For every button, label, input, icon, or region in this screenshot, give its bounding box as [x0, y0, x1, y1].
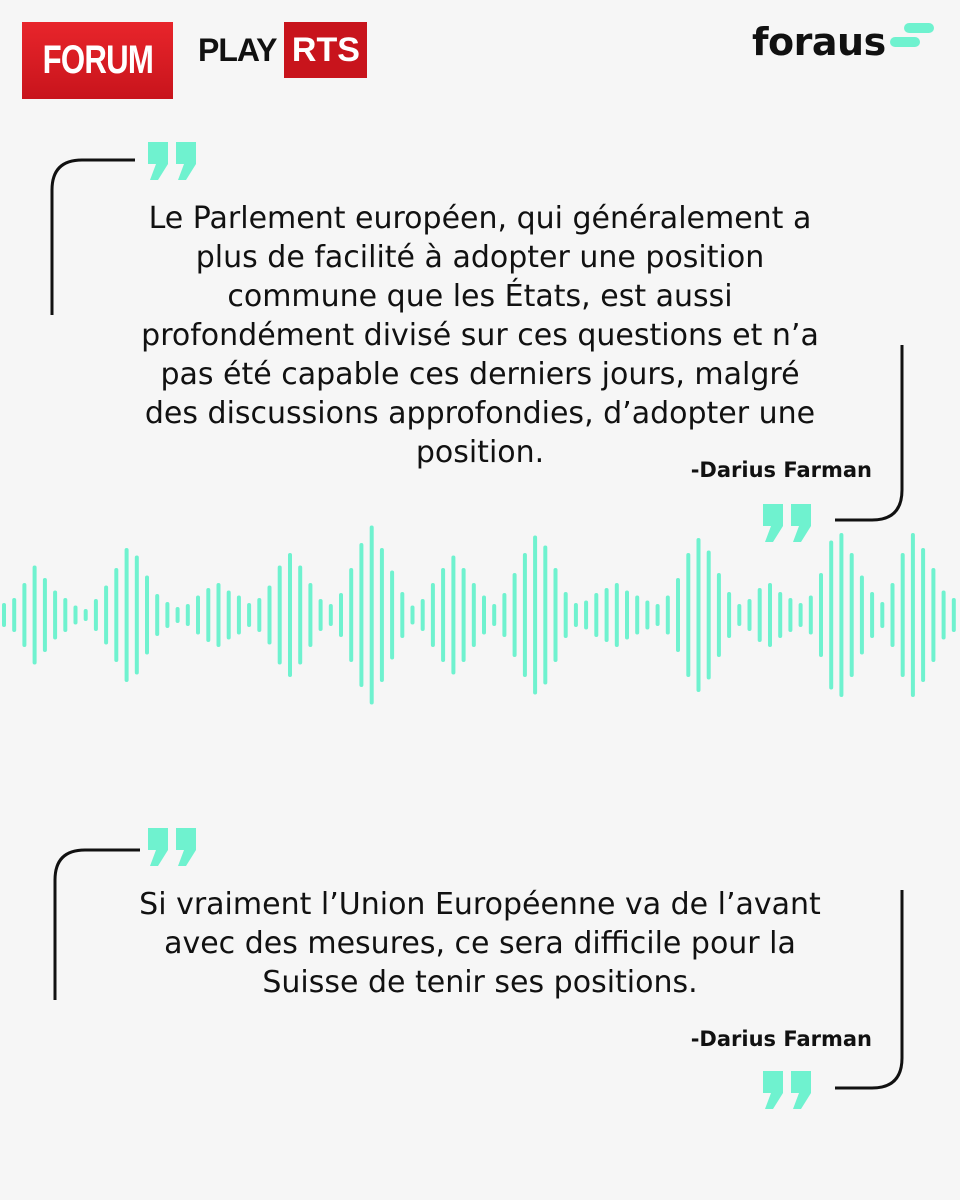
play-logo-text: PLAY	[198, 31, 277, 68]
foraus-logo-text: foraus	[752, 20, 886, 64]
open-quote-icon	[148, 142, 200, 182]
quote-2-line: Suisse de tenir ses positions.	[262, 965, 698, 1000]
play-rts-logo	[198, 22, 367, 78]
close-quote-icon	[763, 1071, 815, 1111]
quote-1-line: pas été capable ces derniers jours, malgré	[160, 357, 800, 392]
foraus-logo	[752, 14, 936, 70]
quote-1-line: profondément divisé sur ces questions et n’a	[141, 318, 819, 353]
open-quote-icon	[148, 828, 200, 868]
quote-2-line: avec des mesures, ce sera difficile pour la	[164, 926, 796, 961]
quote-2-line: Si vraiment l’Union Européenne va de l’avant	[139, 887, 821, 922]
quote-author-1: -Darius Farman	[690, 458, 872, 482]
quote-1-line: Le Parlement européen, qui généralement a	[148, 201, 812, 236]
quote-author-2: -Darius Farman	[690, 1027, 872, 1051]
quote-text-1	[60, 199, 900, 472]
rts-logo-text: RTS	[284, 22, 367, 78]
quote-text-2	[60, 885, 900, 1002]
quote-1-line: des discussions approfondies, d’adopter une	[144, 396, 816, 431]
forum-logo	[22, 22, 173, 99]
forum-logo-text: FORUM	[42, 38, 153, 82]
quote-1-line: commune que les États, est aussi	[227, 279, 733, 314]
sound-wave-graphic	[0, 515, 960, 715]
quote-1-line: position.	[415, 435, 545, 470]
foraus-dash-icon	[890, 21, 936, 51]
quote-1-line: plus de facilité à adopter une position	[195, 240, 765, 275]
